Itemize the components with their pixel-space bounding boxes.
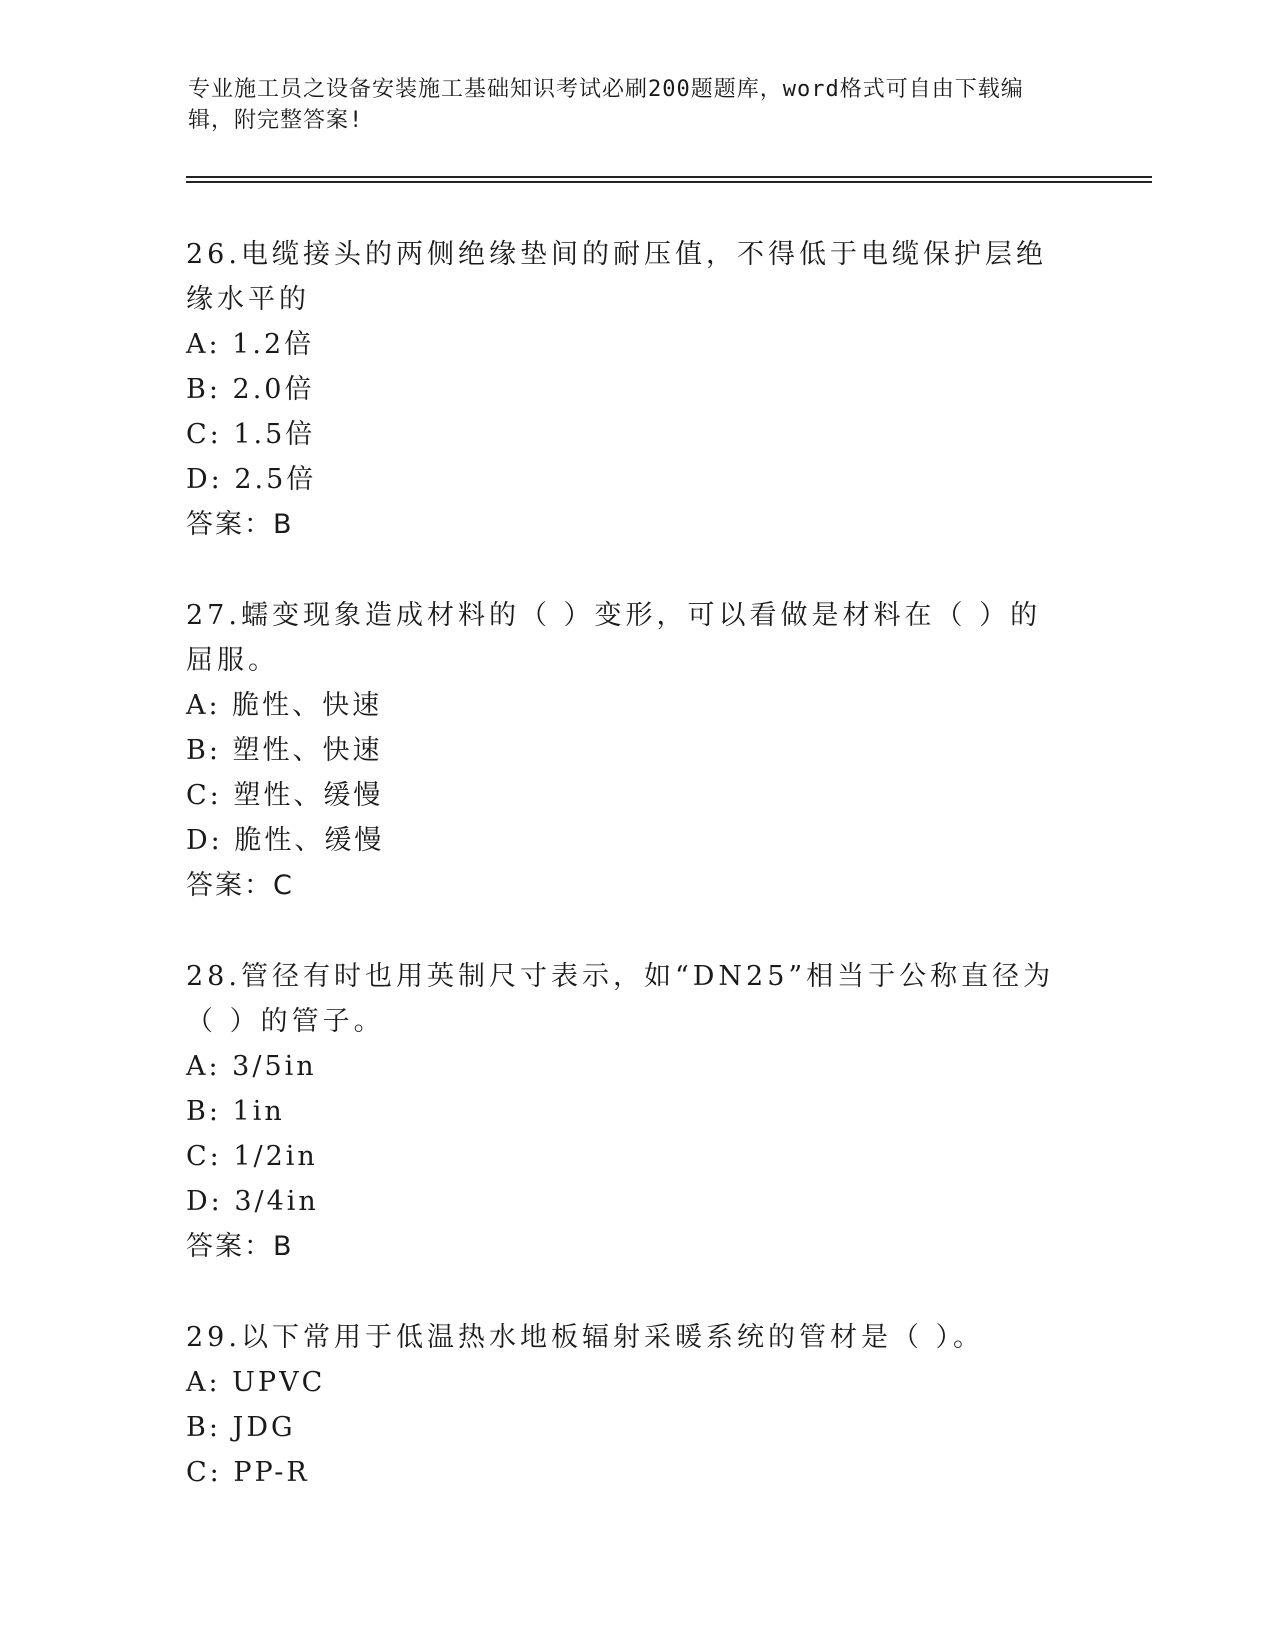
option-c: C: 1.5倍 (186, 419, 316, 450)
question-stem: 26.电缆接头的两侧绝缘垫间的耐压值，不得低于电缆保护层绝缘水平的 (186, 239, 1047, 315)
question-29 (186, 1315, 1086, 1495)
question-26 (186, 232, 1086, 547)
option-b: B: 2.0倍 (186, 374, 315, 405)
option-b: B: 塑性、快速 (186, 735, 383, 766)
question-stem: 27.蠕变现象造成材料的（ ）变形，可以看做是材料在（ ）的屈服。 (186, 600, 1042, 676)
option-a: A: 3/5in (186, 1051, 317, 1082)
option-b: B: JDG (186, 1412, 296, 1443)
answer-line: 答案：B (186, 1231, 294, 1262)
option-d: D: 脆性、缓慢 (186, 825, 385, 856)
option-c: C: 1/2in (186, 1141, 318, 1172)
option-a: A: UPVC (186, 1367, 326, 1398)
question-27 (186, 593, 1086, 908)
question-stem: 29.以下常用于低温热水地板辐射采暖系统的管材是（ ）。 (186, 1322, 985, 1353)
header-rule-bottom (186, 181, 1152, 183)
answer-line: 答案：C (186, 870, 294, 901)
option-c: C: PP-R (186, 1457, 310, 1488)
option-c: C: 塑性、缓慢 (186, 780, 384, 811)
question-28 (186, 954, 1086, 1269)
option-a: A: 1.2倍 (186, 329, 315, 360)
option-d: D: 2.5倍 (186, 464, 317, 495)
question-list (186, 232, 1086, 1541)
answer-line: 答案：B (186, 509, 294, 540)
option-a: A: 脆性、快速 (186, 690, 383, 721)
option-d: D: 3/4in (186, 1186, 319, 1217)
header-rule-top (186, 176, 1152, 178)
option-b: B: 1in (186, 1096, 285, 1127)
question-stem: 28.管径有时也用英制尺寸表示，如“DN25”相当于公称直径为（ ）的管子。 (186, 961, 1055, 1037)
document-header: 专业施工员之设备安装施工基础知识考试必刷200题题库，word格式可自由下载编辑，附完整答案! (188, 77, 1024, 133)
